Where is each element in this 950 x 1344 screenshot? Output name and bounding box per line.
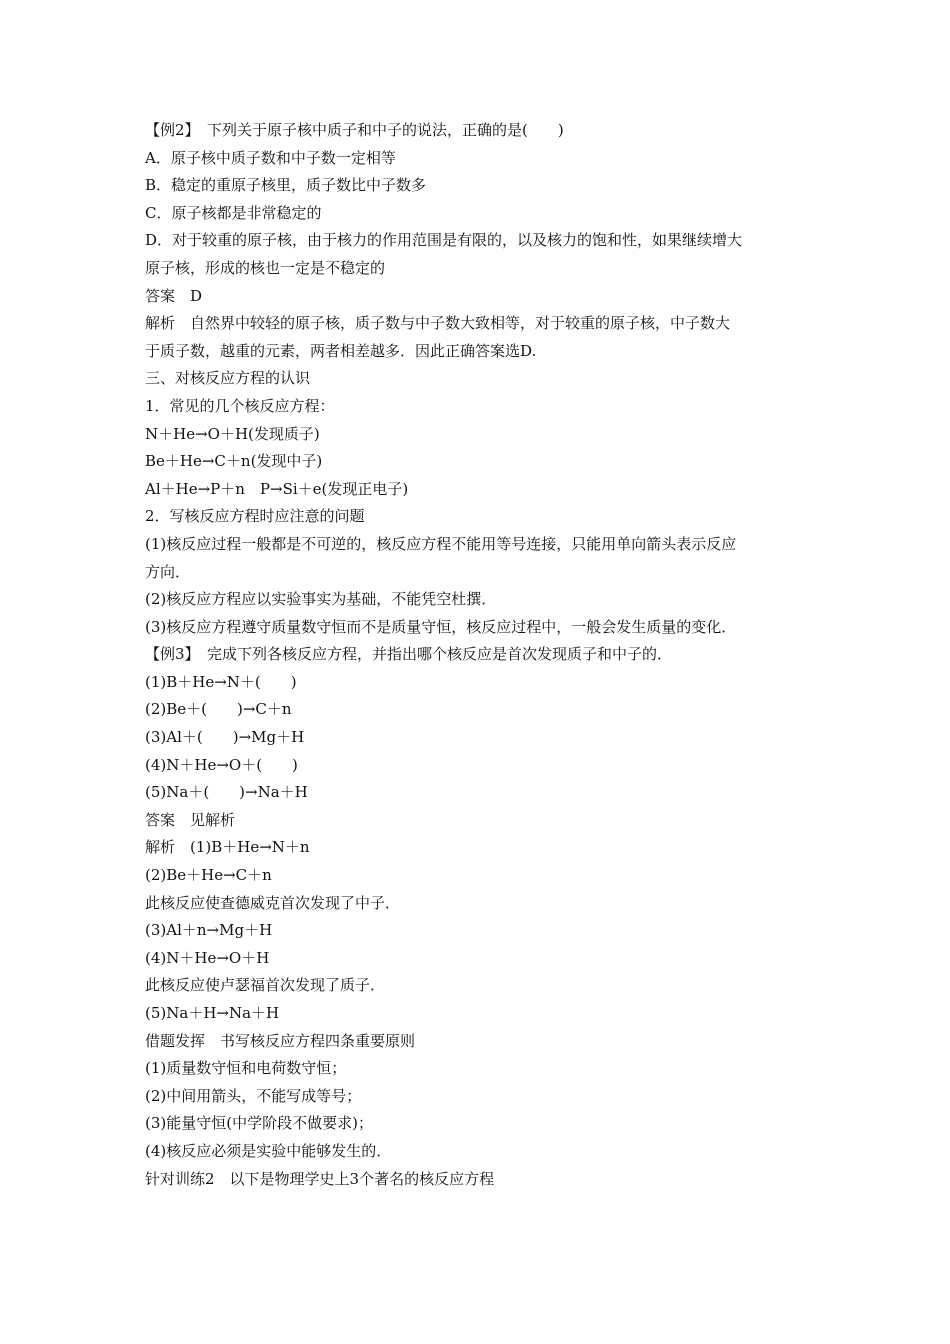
example-3-item-1: (1)B＋He→N＋( ) xyxy=(145,672,297,691)
tip-1: (1)质量数守恒和电荷数守恒； xyxy=(145,1059,347,1078)
option-a: A．原子核中质子数和中子数一定相等 xyxy=(145,148,396,167)
tips-heading: 借题发挥 书写核反应方程四条重要原则 xyxy=(145,1031,416,1050)
subheading-common-equations: 1．常见的几个核反应方程： xyxy=(145,396,335,415)
equation-positron-discovery: Al＋He→P＋n P→Si＋e(发现正电子) xyxy=(145,479,409,498)
example-3-answer: 答案 见解析 xyxy=(145,810,236,829)
equation-neutron-discovery: Be＋He→C＋n(发现中子) xyxy=(145,452,323,471)
document-body xyxy=(145,117,815,1193)
note-1-line-2: 方向． xyxy=(145,562,191,581)
example-3-analysis-3: (3)Al＋n→Mg＋H xyxy=(145,921,273,940)
example-3-analysis-2: (2)Be＋He→C＋n xyxy=(145,866,272,885)
example-3-item-5: (5)Na＋( )→Na＋H xyxy=(145,783,308,802)
option-d-line-2: 原子核，形成的核也一定是不稳定的 xyxy=(145,258,386,277)
subheading-notes: 2．写核反应方程时应注意的问题 xyxy=(145,507,365,526)
equation-proton-discovery: N＋He→O＋H(发现质子) xyxy=(145,424,320,443)
note-1-line-1: (1)核反应过程一般都是不可逆的，核反应方程不能用等号连接，只能用单向箭头表示反应 xyxy=(145,534,737,553)
example-2-question: 【例2】 下列关于原子核中质子和中子的说法，正确的是( ) xyxy=(145,121,564,139)
example-2-analysis-line-2: 于质子数，越重的元素，两者相差越多．因此正确答案选D. xyxy=(145,341,537,360)
example-2-analysis-line-1: 解析 自然界中较轻的原子核，质子数与中子数大致相等，对于较重的原子核，中子数大 xyxy=(145,314,731,333)
example-3-analysis-1: 解析 (1)B＋He→N＋n xyxy=(145,838,310,857)
example-3-analysis-4: (4)N＋He→O＋H xyxy=(145,948,270,967)
example-3-analysis-5: (5)Na＋H→Na＋H xyxy=(145,1004,280,1022)
example-3-question: 【例3】 完成下列各核反应方程，并指出哪个核反应是首次发现质子和中子的． xyxy=(145,645,673,664)
example-3-item-4: (4)N＋He→O＋( ) xyxy=(145,755,298,774)
example-3-analysis-note-chadwick: 此核反应使查德威克首次发现了中子． xyxy=(145,893,401,912)
example-3-analysis-note-rutherford: 此核反应使卢瑟福首次发现了质子． xyxy=(145,976,386,995)
tip-2: (2)中间用箭头，不能写成等号； xyxy=(145,1086,362,1105)
note-2: (2)核反应方程应以实验事实为基础，不能凭空杜撰． xyxy=(145,590,497,609)
section-heading-3: 三、对核反应方程的认识 xyxy=(145,369,311,388)
tip-3: (3)能量守恒(中学阶段不做要求)； xyxy=(145,1114,373,1133)
example-3-item-3: (3)Al＋( )→Mg＋H xyxy=(145,728,305,747)
option-b: B．稳定的重原子核里，质子数比中子数多 xyxy=(145,176,427,195)
option-c: C．原子核都是非常稳定的 xyxy=(145,203,322,222)
example-2-answer: 答案 D xyxy=(145,286,203,305)
tip-4: (4)核反应必须是实验中能够发生的． xyxy=(145,1141,392,1160)
practice-2-heading: 针对训练2 以下是物理学史上3个著名的核反应方程 xyxy=(145,1169,495,1188)
example-3-item-2: (2)Be＋( )→C＋n xyxy=(145,700,292,719)
option-d-line-1: D．对于较重的原子核，由于核力的作用范围是有限的，以及核力的饱和性，如果继续增大 xyxy=(145,231,743,250)
note-3: (3)核反应方程遵守质量数守恒而不是质量守恒，核反应过程中，一般会发生质量的变化． xyxy=(145,617,737,636)
